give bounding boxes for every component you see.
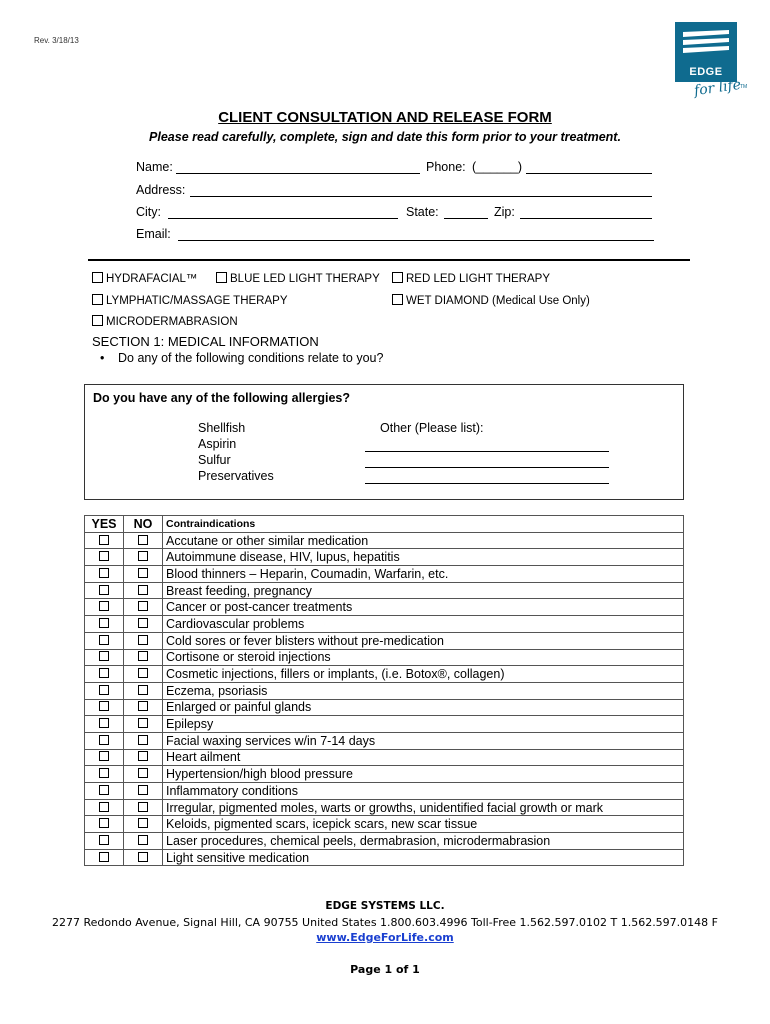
allergy-item: Aspirin [198,437,237,451]
service-microdermabrasion[interactable]: MICRODERMABRASION [92,315,238,328]
allergy-other-field[interactable] [365,483,609,484]
yes-checkbox[interactable] [99,635,109,645]
no-cell [124,766,163,783]
service-hydrafacial[interactable]: HYDRAFACIAL™ [92,272,197,285]
footer-company: EDGE SYSTEMS LLC. [325,900,445,912]
section-question: Do any of the following conditions relate to you? [118,351,384,365]
yes-checkbox[interactable] [99,601,109,611]
yes-checkbox[interactable] [99,785,109,795]
no-cell [124,833,163,850]
contraindication-label: Breast feeding, pregnancy [163,582,684,599]
yes-checkbox[interactable] [99,651,109,661]
no-checkbox[interactable] [138,768,148,778]
yes-checkbox[interactable] [99,551,109,561]
name-label: Name: [136,160,173,174]
yes-checkbox[interactable] [99,685,109,695]
phone-area-code[interactable]: (______) [472,160,523,174]
form-title: CLIENT CONSULTATION AND RELEASE FORM [218,109,552,126]
service-blue-led[interactable]: BLUE LED LIGHT THERAPY [216,272,380,285]
no-cell [124,616,163,633]
contraindication-label: Irregular, pigmented moles, warts or growths, unidentified facial growth or mark [163,799,684,816]
no-cell [124,732,163,749]
yes-cell [85,716,124,733]
table-row [85,849,684,866]
table-row [85,716,684,733]
logo-tagline: for life [693,76,743,100]
yes-cell [85,699,124,716]
contraindication-label: Enlarged or painful glands [163,699,684,716]
contraindication-label: Autoimmune disease, HIV, lupus, hepatitis [163,549,684,566]
city-field[interactable] [168,218,398,219]
section-divider [88,259,690,261]
allergy-other-field[interactable] [365,467,609,468]
logo-text: EDGE [689,66,723,78]
yes-cell [85,732,124,749]
contraindication-label: Light sensitive medication [163,849,684,866]
no-checkbox[interactable] [138,785,148,795]
yes-cell [85,799,124,816]
table-row [85,532,684,549]
no-checkbox[interactable] [138,568,148,578]
yes-checkbox[interactable] [99,568,109,578]
yes-cell [85,616,124,633]
yes-checkbox[interactable] [99,818,109,828]
edge-logo [675,22,737,82]
checkbox[interactable] [392,294,403,305]
zip-label: Zip: [494,205,515,219]
yes-cell [85,749,124,766]
no-cell [124,649,163,666]
no-checkbox[interactable] [138,735,148,745]
logo-stripes-icon [683,30,729,56]
contraindication-label: Cortisone or steroid injections [163,649,684,666]
allergy-other-label: Other (Please list): [380,421,484,435]
address-field[interactable] [190,196,652,197]
no-cell [124,632,163,649]
no-cell [124,799,163,816]
contraindication-label: Laser procedures, chemical peels, dermabrasion, microdermabrasion [163,833,684,850]
no-checkbox[interactable] [138,835,148,845]
no-checkbox[interactable] [138,668,148,678]
service-lymphatic[interactable]: LYMPHATIC/MASSAGE THERAPY [92,294,287,307]
yes-cell [85,549,124,566]
table-row [85,549,684,566]
no-checkbox[interactable] [138,535,148,545]
contraindications-body [85,532,684,866]
table-header-row [85,516,684,533]
contraindication-label: Keloids, pigmented scars, icepick scars, new scar tissue [163,816,684,833]
yes-cell [85,816,124,833]
no-checkbox[interactable] [138,551,148,561]
table-row [85,783,684,800]
no-checkbox[interactable] [138,751,148,761]
name-field[interactable] [176,173,420,174]
address-label: Address: [136,183,186,197]
city-label: City: [136,205,161,219]
footer-website-link[interactable]: www.EdgeForLife.com [316,931,454,944]
checkbox[interactable] [392,272,403,283]
yes-cell [85,783,124,800]
service-wet-diamond[interactable]: WET DIAMOND (Medical Use Only) [392,294,590,307]
no-cell [124,682,163,699]
table-row [85,699,684,716]
no-checkbox[interactable] [138,701,148,711]
table-row [85,616,684,633]
yes-cell [85,766,124,783]
no-cell [124,749,163,766]
phone-field[interactable] [526,173,652,174]
table-row [85,682,684,699]
yes-cell [85,666,124,683]
no-checkbox[interactable] [138,818,148,828]
yes-header: YES [85,516,124,533]
no-cell [124,599,163,616]
yes-cell [85,833,124,850]
form-subtitle: Please read carefully, complete, sign and date this form prior to your treatment. [149,130,621,144]
state-field[interactable] [444,218,488,219]
contraindication-label: Hypertension/high blood pressure [163,766,684,783]
section-heading: SECTION 1: MEDICAL INFORMATION [92,334,319,349]
contraindication-label: Heart ailment [163,749,684,766]
allergy-item: Preservatives [198,469,274,483]
bullet-icon: • [100,351,105,365]
checkbox[interactable] [216,272,227,283]
checkbox[interactable] [92,294,103,305]
table-row [85,749,684,766]
no-checkbox[interactable] [138,852,148,862]
contraindication-label: Inflammatory conditions [163,783,684,800]
phone-label: Phone: [426,160,466,174]
no-checkbox[interactable] [138,651,148,661]
yes-checkbox[interactable] [99,768,109,778]
contraindication-label: Facial waxing services w/in 7-14 days [163,732,684,749]
table-row [85,632,684,649]
no-cell [124,783,163,800]
no-cell [124,699,163,716]
no-checkbox[interactable] [138,618,148,628]
yes-checkbox[interactable] [99,535,109,545]
table-row [85,816,684,833]
yes-checkbox[interactable] [99,751,109,761]
no-cell [124,566,163,583]
yes-checkbox[interactable] [99,718,109,728]
revision-date: Rev. 3/18/13 [34,36,79,45]
contraindication-label: Eczema, psoriasis [163,682,684,699]
yes-checkbox[interactable] [99,585,109,595]
yes-cell [85,682,124,699]
no-cell [124,849,163,866]
footer-address: 2277 Redondo Avenue, Signal Hill, CA 90755 United States 1.800.603.4996 Toll-Free 1.562.597.0102 T 1.562.597.0148 F [51,916,718,929]
contraindication-label: Blood thinners – Heparin, Coumadin, Warfarin, etc. [163,566,684,583]
no-cell [124,716,163,733]
logo-trademark: TM [740,84,748,90]
table-row [85,599,684,616]
no-checkbox[interactable] [138,802,148,812]
yes-checkbox[interactable] [99,668,109,678]
table-row [85,732,684,749]
table-row [85,799,684,816]
yes-checkbox[interactable] [99,735,109,745]
email-label: Email: [136,227,171,241]
state-label: State: [406,205,439,219]
table-row [85,566,684,583]
allergies-question: Do you have any of the following allergies? [93,391,350,405]
yes-cell [85,649,124,666]
yes-checkbox[interactable] [99,802,109,812]
email-field[interactable] [178,240,654,241]
contraindication-label: Cosmetic injections, fillers or implants, (i.e. Botox®, collagen) [163,666,684,683]
no-cell [124,582,163,599]
zip-field[interactable] [520,218,652,219]
yes-checkbox[interactable] [99,618,109,628]
table-row [85,666,684,683]
yes-cell [85,632,124,649]
service-red-led[interactable]: RED LED LIGHT THERAPY [392,272,550,285]
yes-cell [85,532,124,549]
contraindication-label: Cancer or post-cancer treatments [163,599,684,616]
yes-checkbox[interactable] [99,852,109,862]
contraindications-table [84,515,684,866]
yes-cell [85,566,124,583]
contraindication-label: Epilepsy [163,716,684,733]
no-cell [124,666,163,683]
yes-cell [85,599,124,616]
table-row [85,833,684,850]
allergy-item: Shellfish [198,421,246,435]
no-checkbox[interactable] [138,585,148,595]
contraindication-label: Accutane or other similar medication [163,532,684,549]
no-checkbox[interactable] [138,601,148,611]
contraindications-header: Contraindications [163,516,684,533]
yes-cell [85,582,124,599]
no-cell [124,549,163,566]
table-row [85,582,684,599]
no-cell [124,532,163,549]
no-header: NO [124,516,163,533]
no-checkbox[interactable] [138,635,148,645]
checkbox[interactable] [92,272,103,283]
no-cell [124,816,163,833]
yes-checkbox[interactable] [99,835,109,845]
table-row [85,649,684,666]
table-row [85,766,684,783]
no-checkbox[interactable] [138,685,148,695]
yes-checkbox[interactable] [99,701,109,711]
checkbox[interactable] [92,315,103,326]
contraindication-label: Cardiovascular problems [163,616,684,633]
yes-cell [85,849,124,866]
allergy-item: Sulfur [198,453,231,467]
no-checkbox[interactable] [138,718,148,728]
allergy-other-field[interactable] [365,451,609,452]
page-number: Page 1 of 1 [350,963,420,976]
contraindication-label: Cold sores or fever blisters without pre-medication [163,632,684,649]
